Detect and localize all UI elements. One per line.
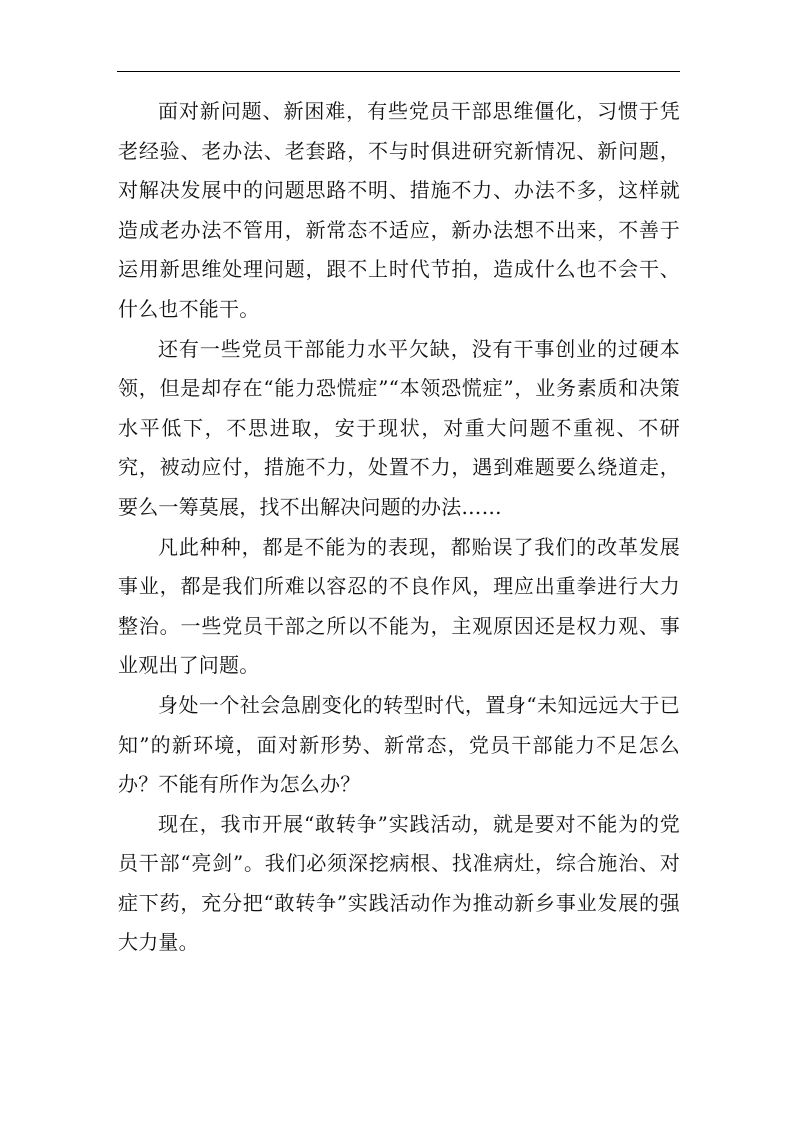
- paragraph-2: 还有一些党员干部能力水平欠缺，没有干事创业的过硬本领，但是却存在“能力恐慌症”“本领恐慌症”，业务素质和决策水平低下，不思进取，安于现状，对重大问题不重视、不研究，被动应付，措施不力，处置不力，遇到难题要么绕道走，要么一筹莫展，找不出解决问题的办法……: [118, 336, 680, 519]
- header-rule: [117, 71, 680, 72]
- paragraph-4: 身处一个社会急剧变化的转型时代，置身“未知远远大于已知”的新环境，面对新形势、新常态，党员干部能力不足怎么办？不能有所作为怎么办？: [118, 692, 680, 797]
- paragraph-5: 现在，我市开展“敢转争”实践活动，就是要对不能为的党员干部“亮剑”。我们必须深挖病根、找准病灶，综合施治、对症下药，充分把“敢转争”实践活动作为推动新乡事业发展的强大力量。: [118, 811, 680, 955]
- document-body: [118, 92, 680, 963]
- paragraph-1: 面对新问题、新困难，有些党员干部思维僵化，习惯于凭老经验、老办法、老套路，不与时俱进研究新情况、新问题，对解决发展中的问题思路不明、措施不力、办法不多，这样就造成老办法不管用，新常态不适应，新办法想不出来，不善于运用新思维处理问题，跟不上时代节拍，造成什么也不会干、什么也不能干。: [118, 99, 680, 321]
- paragraph-3: 凡此种种，都是不能为的表现，都贻误了我们的改革发展事业，都是我们所难以容忍的不良作风，理应出重拳进行大力整治。一些党员干部之所以不能为，主观原因还是权力观、事业观出了问题。: [118, 534, 680, 678]
